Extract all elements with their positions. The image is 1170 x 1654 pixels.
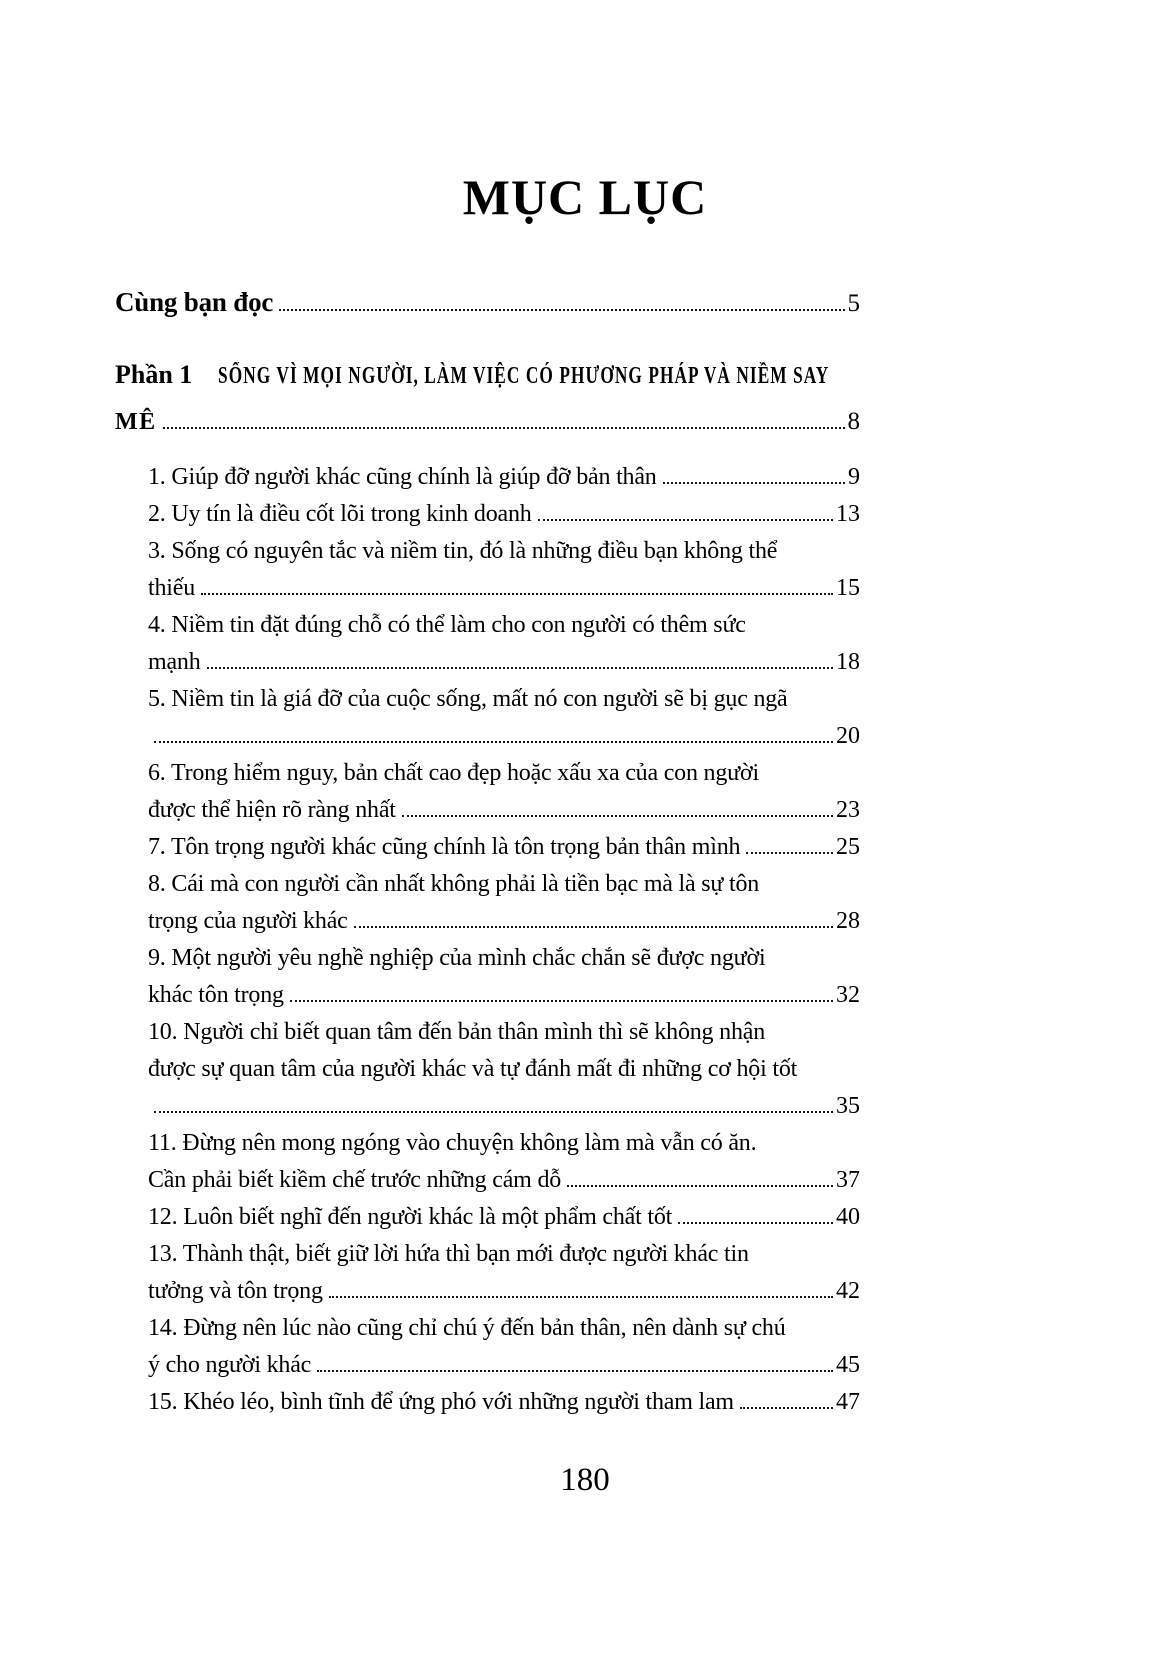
toc-entry-line — [148, 1051, 860, 1088]
toc-entry — [148, 681, 860, 755]
toc-page-number: 15 — [836, 575, 860, 601]
toc-entry-line — [148, 1236, 860, 1273]
toc-entry-line — [115, 282, 860, 324]
toc-page-number: 8 — [847, 408, 860, 435]
toc-entry-text: 6. Trong hiểm nguy, bản chất cao đẹp hoặc xấu xa của con người — [148, 760, 759, 786]
toc-entry-text: được sự quan tâm của người khác và tự đánh mất đi những cơ hội tốt — [148, 1056, 798, 1082]
dot-leader — [154, 1111, 833, 1113]
toc-page-number: 28 — [836, 908, 860, 934]
toc-page-number: 32 — [836, 982, 860, 1008]
dot-leader — [663, 482, 845, 484]
toc-entry — [148, 829, 860, 866]
dot-leader — [154, 741, 833, 743]
toc-entry-line — [148, 903, 860, 940]
toc-entry-line — [148, 940, 860, 977]
toc-entry-line — [148, 1347, 860, 1384]
toc-entry-line — [148, 1199, 860, 1236]
dot-leader — [354, 926, 833, 928]
toc-entry — [148, 755, 860, 829]
toc-entry-text: 3. Sống có nguyên tắc và niềm tin, đó là những điều bạn không thể — [148, 538, 778, 564]
toc-entry-line — [148, 496, 860, 533]
dot-leader — [201, 593, 833, 595]
toc-entry-line — [148, 681, 860, 718]
toc-entry-line — [148, 866, 860, 903]
toc-entry-line — [148, 533, 860, 570]
toc-entry-text: Cùng bạn đọc — [115, 287, 274, 317]
table-of-contents — [115, 282, 860, 1421]
dot-leader — [402, 815, 833, 817]
toc-entry-text: MÊ — [115, 409, 157, 435]
toc-entry — [148, 496, 860, 533]
toc-entry-text: được thể hiện rõ ràng nhất — [148, 797, 396, 823]
toc-entry-line — [148, 1125, 860, 1162]
toc-page-number: 23 — [836, 797, 860, 823]
toc-entry — [148, 1014, 860, 1125]
toc-entry-line — [148, 977, 860, 1014]
toc-entry-text: tưởng và tôn trọng — [148, 1278, 323, 1304]
toc-page-number: 35 — [836, 1093, 860, 1119]
toc-entry — [148, 1384, 860, 1421]
toc-entry-text: 8. Cái mà con người cần nhất không phải là tiền bạc mà là sự tôn — [148, 871, 760, 897]
toc-entry-line — [115, 399, 860, 445]
toc-entry — [148, 1125, 860, 1199]
toc-entry-line — [148, 607, 860, 644]
toc-page-number: 25 — [836, 834, 860, 860]
toc-page-number: 40 — [836, 1204, 860, 1230]
toc-entry-line — [148, 755, 860, 792]
toc-entry-text: SỐNG VÌ MỌI NGƯỜI, LÀM VIỆC CÓ PHƯƠNG PHÁP VÀ NIỀM SAY — [218, 363, 830, 389]
toc-entry-text: 11. Đừng nên mong ngóng vào chuyện không làm mà vẫn có ăn. — [148, 1130, 757, 1156]
toc-page-number: 42 — [836, 1278, 860, 1304]
toc-entry-text: ý cho người khác — [148, 1352, 312, 1378]
dot-leader — [290, 1000, 833, 1002]
toc-page-number: 37 — [836, 1167, 860, 1193]
toc-entry-text: mạnh — [148, 649, 201, 675]
toc-entry-text: thiếu — [148, 575, 195, 601]
toc-entry — [148, 1310, 860, 1384]
toc-page-number: 13 — [836, 501, 860, 527]
dot-leader — [317, 1370, 833, 1372]
dot-leader — [538, 519, 833, 521]
toc-entry-line — [148, 792, 860, 829]
toc-entry-line — [148, 829, 860, 866]
dot-leader — [678, 1222, 833, 1224]
toc-entry-line — [148, 644, 860, 681]
toc-page-number: 47 — [836, 1389, 860, 1415]
toc-entry — [148, 866, 860, 940]
dot-leader — [163, 427, 845, 429]
dot-leader — [329, 1296, 833, 1298]
toc-entry — [148, 533, 860, 607]
toc-entry — [115, 352, 860, 445]
toc-entry-text: 2. Uy tín là điều cốt lõi trong kinh doanh — [148, 501, 532, 527]
toc-entry — [148, 459, 860, 496]
toc-entry-line — [148, 1273, 860, 1310]
dot-leader — [207, 667, 833, 669]
toc-page-number: 5 — [847, 290, 860, 317]
toc-entry-line — [115, 352, 860, 399]
toc-entry — [148, 1236, 860, 1310]
toc-entry-text: khác tôn trọng — [148, 982, 284, 1008]
toc-page-number: 18 — [836, 649, 860, 675]
toc-entry-text: trọng của người khác — [148, 908, 348, 934]
toc-entry-line — [148, 459, 860, 496]
toc-entry-line — [148, 570, 860, 607]
toc-entry-text: 5. Niềm tin là giá đỡ của cuộc sống, mất nó con người sẽ bị gục ngã — [148, 686, 788, 712]
dot-leader — [740, 1407, 833, 1409]
toc-entry-text: 14. Đừng nên lúc nào cũng chỉ chú ý đến bản thân, nên dành sự chú — [148, 1315, 786, 1341]
toc-page-number: 45 — [836, 1352, 860, 1378]
toc-entry-line — [148, 718, 860, 755]
toc-entry-text: 15. Khéo léo, bình tĩnh để ứng phó với những người tham lam — [148, 1389, 734, 1415]
part-label: Phần 1 — [115, 360, 193, 389]
toc-entry-text: 4. Niềm tin đặt đúng chỗ có thể làm cho con người có thêm sức — [148, 612, 746, 638]
toc-entry-text: 9. Một người yêu nghề nghiệp của mình chắc chắn sẽ được người — [148, 945, 766, 971]
toc-entry-text: 12. Luôn biết nghĩ đến người khác là một phẩm chất tốt — [148, 1204, 673, 1230]
toc-entry-line — [148, 1310, 860, 1347]
toc-page-number: 20 — [836, 723, 860, 749]
page-title: MỤC LỤC — [462, 169, 708, 225]
toc-entry-line — [148, 1162, 860, 1199]
dot-leader — [279, 309, 844, 311]
toc-entry-text: 13. Thành thật, biết giữ lời hứa thì bạn mới được người khác tin — [148, 1241, 749, 1267]
toc-entry-text: 10. Người chỉ biết quan tâm đến bản thân mình thì sẽ không nhận — [148, 1019, 765, 1045]
dot-leader — [567, 1185, 833, 1187]
toc-entry — [148, 940, 860, 1014]
toc-entry — [148, 1199, 860, 1236]
footer-page-number: 180 — [560, 1462, 610, 1498]
toc-entry-line — [148, 1088, 860, 1125]
toc-entry — [115, 282, 860, 324]
dot-leader — [746, 852, 833, 854]
toc-page-number: 9 — [848, 464, 860, 490]
toc-entry-line — [148, 1384, 860, 1421]
toc-entry-text: Cần phải biết kiềm chế trước những cám dỗ — [148, 1167, 562, 1193]
toc-entry-line — [148, 1014, 860, 1051]
toc-entry-text: 7. Tôn trọng người khác cũng chính là tôn trọng bản thân mình — [148, 834, 741, 860]
toc-entry-text: 1. Giúp đỡ người khác cũng chính là giúp đỡ bản thân — [148, 464, 657, 490]
toc-entry — [148, 607, 860, 681]
